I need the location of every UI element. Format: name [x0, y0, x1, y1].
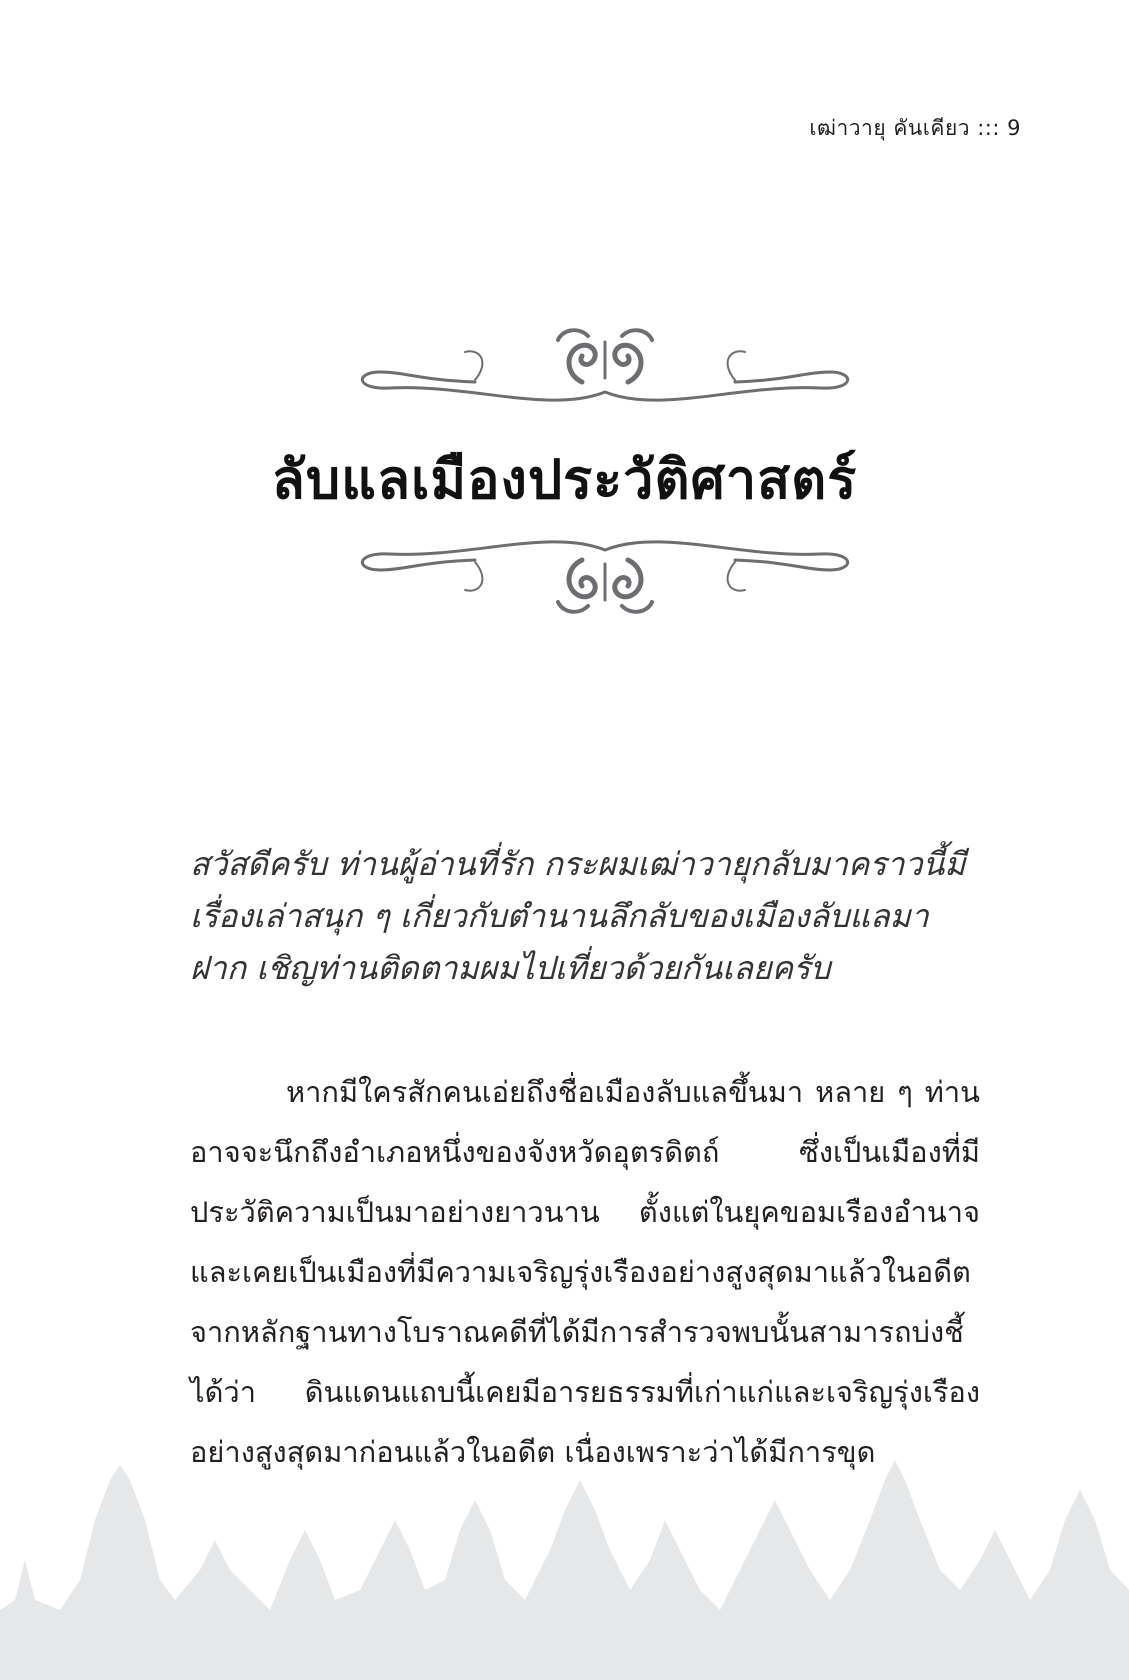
- top-flourish-ornament: [350, 322, 860, 422]
- bottom-flourish-ornament: [350, 520, 860, 620]
- temple-skyline-decoration: [0, 1460, 1129, 1680]
- body-text: หากมีใครสักคนเอ่ยถึงชื่อเมืองลับแลขึ้นมา หลาย ๆ ท่านอาจจะนึกถึงอำเภอหนึ่งของจังหวัดอุตรดิตถ์ ซึ่งเป็นเมืองที่มีประวัติความเป็นมาอย่างยาวนาน ตั้งแต่ในยุคขอมเรืองอำนาจ และเคยเป็นเมืองที่มีความเจริญรุ่งเรืองอย่างสูงสุดมาแล้วในอดีต จากหลักฐานทางโบราณคดีที่ได้มีการสำรวจพบนั้นสามารถบ่งชี้ได้ว่า ดินแดนแถบนี้เคยมีอารยธรรมที่เก่าแก่และเจริญรุ่งเรืองอย่างสูงสุดมาก่อนแล้วในอดีต เนื่องเพราะว่าได้มีการขุด: [190, 1075, 980, 1469]
- intro-text: สวัสดีครับ ท่านผู้อ่านที่รัก กระผมเฒ่าวายุกลับมาคราวนี้มีเรื่องเล่าสนุก ๆ เกี่ยวกับตำนานลึกลับของเมืองลับแลมาฝาก เชิญท่านติดตามผมไปเที่ยวด้วยกันเลยครับ: [190, 845, 966, 987]
- running-header: เฒ่าวายุ คันเคียว ::: 9: [809, 116, 1021, 140]
- body-paragraph: [190, 1062, 980, 1482]
- chapter-title: ลับแลเมืองประวัติศาสตร์: [271, 448, 858, 511]
- intro-paragraph: [190, 838, 980, 994]
